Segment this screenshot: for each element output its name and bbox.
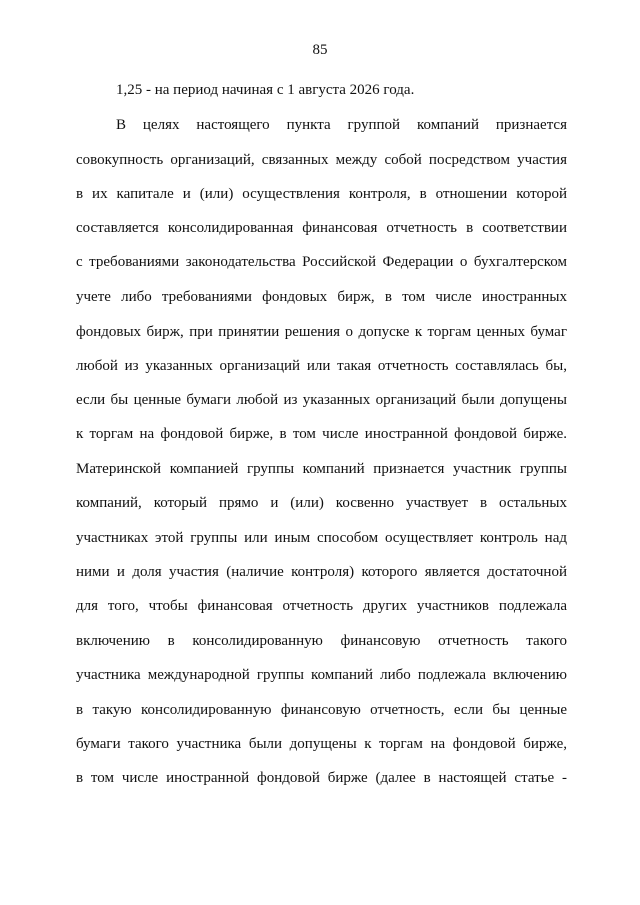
text-line: с требованиями законодательства Российской Федерации о бухгалтерском <box>76 254 567 270</box>
text-line: в том числе иностранной фондовой бирже (далее в настоящей статье - <box>76 770 567 786</box>
text-line: если бы ценные бумаги любой из указанных организаций были допущены <box>76 392 567 408</box>
text-line: в их капитале и (или) осуществления контроля, в отношении которой <box>76 186 567 202</box>
page-number: 85 <box>312 42 328 58</box>
text-line: бумаги такого участника были допущены к торгам на фондовой бирже, <box>76 736 567 752</box>
text-line: составляется консолидированная финансовая отчетность в соответствии <box>76 220 567 236</box>
text-line: к торгам на фондовой бирже, в том числе иностранной фондовой бирже. <box>76 426 567 442</box>
text-line: для того, чтобы финансовая отчетность других участников подлежала <box>76 598 567 614</box>
text-line: В целях настоящего пункта группой компаний признается <box>116 117 567 133</box>
text-line: любой из указанных организаций или такая отчетность составлялась бы, <box>76 358 567 374</box>
text-line: фондовых бирж, при принятии решения о допуске к торгам ценных бумаг <box>76 324 567 340</box>
text-line: в такую консолидированную финансовую отчетность, если бы ценные <box>76 702 567 718</box>
text-line: совокупность организаций, связанных между собой посредством участия <box>76 152 567 168</box>
text-line: ними и доля участия (наличие контроля) которого является достаточной <box>76 564 567 580</box>
text-line: компаний, который прямо и (или) косвенно участвует в остальных <box>76 495 567 511</box>
text-line: включению в консолидированную финансовую отчетность такого <box>76 633 567 649</box>
text-line: участниках этой группы или иным способом осуществляет контроль над <box>76 530 567 546</box>
text-line: 1,25 - на период начиная с 1 августа 2026 года. <box>116 82 415 98</box>
text-line: участника международной группы компаний либо подлежала включению <box>76 667 567 683</box>
text-line: учете либо требованиями фондовых бирж, в том числе иностранных <box>76 289 567 305</box>
text-line: Материнской компанией группы компаний признается участник группы <box>76 461 567 477</box>
